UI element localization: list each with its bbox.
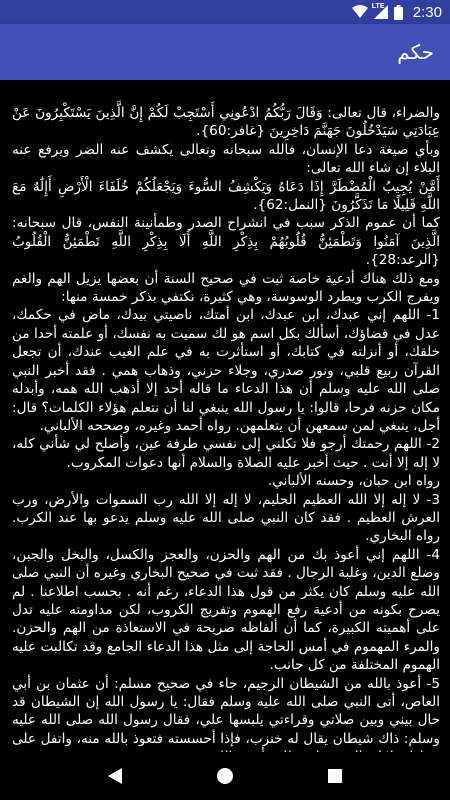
article-body: والضراء، قال تعالى: وَقَالَ رَبُّكُمُ ادْعُونِي أَسْتَجِبْ لَكُمْ إِنَّ الَّذِينَ يَسْتَكْبِرُونَ عَنْ عِبَادَتِي سَيَدْخُلُونَ جَهَنَّمَ دَاخِرِينَ {غافر:60}. وبأي صيغة دعا الإنسان، فالله سبحانه وتعالى يكشف عنه الضر ويرفع عنه البلاء إن شاء الله تعالى: أَمَّنْ يُجِيبُ الْمُضْطَرَّ إِذَا دَعَاهُ وَيَكْشِفُ السُّوءَ وَيَجْعَلُكُمْ خُلَفَاءَ الْأَرْضِ أَإِلَٰهٌ مَعَ اللَّهِ قَلِيلًا مَا تَذَكَّرُونَ {النمل:62}. كما أن عموم الذكر سبب في انشراح الصدر وطمأنينة النفس، قال سبحانه: الَّذِينَ آمَنُوا وَتَطْمَئِنُّ قُلُوبُهُمْ بِذِكْرِ اللَّهِ أَلَا بِذِكْرِ اللَّهِ تَطْمَئِنُّ الْقُلُوبُ {الرعد:28}. ومع ذلك هناك أدعية خاصة ثبت في صحيح السنة أن بعضها يزيل الهم والغم ويفرج الكرب ويطرد الوسوسة، وهي كثيرة، نكتفي بذكر خمسة منها: 1- اللهم إني عبدك، ابن عبدك، ابن أمتك، ناصيتي بيدك، ماض في حكمك، عدل في قضاؤك، أسألك بكل اسم هو لك سميت به نفسك، أو علمته أحدا من خلقك، أو أنزلته في كتابك، أو استأثرت به في علم الغيب عندك، أن تجعل القرآن ربيع قلبي، ونور صدري، وجلاء حزني، وذهاب همي . فقد أخبر النبي صلى الله عليه وسلم أن هذا الدعاء ما قاله أحد إلا أذهب الله همه، وأبدله مكان حزنه فرحا، قالوا: يا رسول الله ينبغي لنا أن نتعلم هؤلاء الكلمات؟ قال: أجل، ينبغي لمن سمعهن أن يتعلمهن. رواه أحمد وغيره، وصححه الألباني. 2- اللهم رحمتك أرجو فلا تكلني إلى نفسي طرفة عين، وأصلح لي شأني كله، لا إله إلا أنت . حيث أخبر عليه الصلاة والسلام أنها دعوات المكروب. رواه ابن حبان، وحسنه الألباني. 3- لا إله إلا الله العظيم الحليم، لا إله إلا الله رب السموات والأرض، ورب العرش العظيم . فقد كان النبي صلى الله عليه وسلم يدعو بها عند الكرب. رواه البخاري. 4- اللهم إني أعوذ بك من الهم والحزن، والعجز والكسل، والبخل والجبن، وضلع الدين، وغلبة الرجال . فقد ثبت في صحيح البخاري وغيره أن النبي صلى الله عليه وسلم كان يكثر من قول هذا الدعاء، رغم أنه . بحسب اطلاعنا . لم يصرح بكونه من أدعية رفع الهموم وتفريج الكروب، لكن مداومته عليه تدل على أهميته الكبيرة، كما أن ألفاظه صريحة في الاستعاذة من الهم والحزن. والمرء المهموم في أمس الحاجة إلى مثل هذا الدعاء الجامع وقد تكالبت عليه الهموم المختلفة من كل جانب. 5- أعوذ بالله من الشيطان الرجيم، جاء في صحيح مسلم: أن عثمان بن أبي العاص، أتى النبي صلى الله عليه وسلم فقال: يا رسول الله إن الشيطان قد حال بيني وبين صلاتي وقراءتي يلبسها علي، فقال رسول الله صلى الله عليه وسلم: ذاك شيطان يقال له خنزب، فإذا أحسسته فتعوذ بالله منه، واتفل على: [12, 105, 440, 747]
navigation-bar: [0, 752, 450, 800]
recents-button[interactable]: [315, 756, 355, 796]
status-bar: [0, 0, 450, 24]
back-button[interactable]: [95, 756, 135, 796]
lte-label: LTE: [371, 3, 385, 10]
home-button[interactable]: [205, 756, 245, 796]
status-time: 2:30: [412, 3, 442, 21]
app-bar: [0, 24, 450, 80]
home-circle-icon: [215, 766, 235, 786]
content-scroll-area[interactable]: [0, 80, 450, 752]
lte-signal-icon: [371, 3, 388, 19]
wifi-icon: [352, 5, 368, 19]
battery-icon: [394, 5, 403, 20]
back-triangle-icon: [105, 766, 125, 786]
app-title: حكم: [397, 40, 434, 64]
recents-square-icon: [325, 766, 345, 786]
